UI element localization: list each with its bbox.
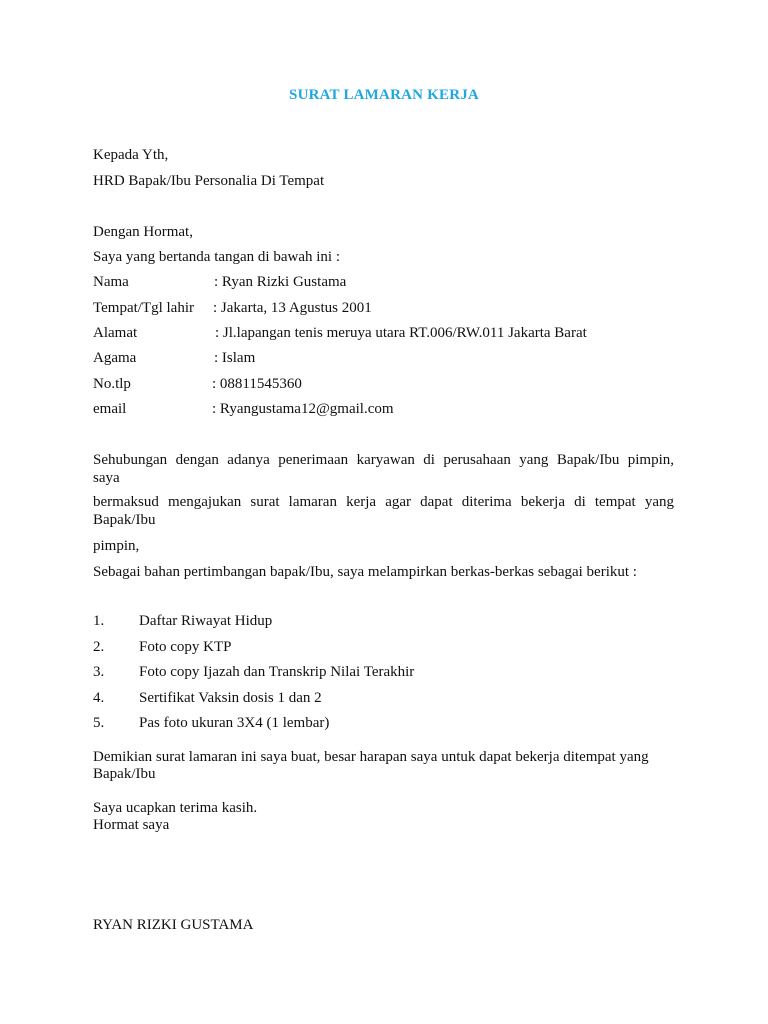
body-paragraph-1-line-2: saya (93, 470, 120, 486)
attachment-number: 3. (93, 664, 105, 680)
info-label: Agama (93, 350, 137, 366)
body-paragraph-2-line-2: Bapak/Ibu (93, 512, 156, 528)
info-label: Alamat (93, 325, 138, 341)
info-value: : Jl.lapangan tenis meruya utara RT.006/RW.011 Jakarta Barat (215, 325, 587, 341)
info-label: email (93, 401, 127, 417)
attachment-number: 4. (93, 690, 105, 706)
info-value: : Jakarta, 13 Agustus 2001 (213, 300, 372, 316)
info-value: : 08811545360 (212, 376, 302, 392)
info-row-phone (93, 375, 693, 393)
regards-text: Hormat saya (93, 817, 170, 833)
body-paragraph-4: Sebagai bahan pertimbangan bapak/Ibu, saya melampirkan berkas-berkas sebagai berikut : (93, 564, 637, 580)
info-row-email (93, 400, 693, 418)
attachment-text: Sertifikat Vaksin dosis 1 dan 2 (139, 690, 322, 706)
attachment-number: 5. (93, 715, 105, 731)
body-paragraph-2-line-1: bermaksud mengajukan surat lamaran kerja agar dapat diterima bekerja di tempat yang (93, 494, 674, 510)
recipient-line-2: HRD Bapak/Ibu Personalia Di Tempat (93, 173, 325, 189)
info-value: : Ryangustama12@gmail.com (212, 401, 394, 417)
info-row-religion (93, 349, 693, 367)
closing-line-2: Bapak/Ibu (93, 766, 156, 782)
info-value: : Islam (214, 350, 256, 366)
info-label: No.tlp (93, 376, 131, 392)
closing-line-1: Demikian surat lamaran ini saya buat, besar harapan saya untuk dapat bekerja ditempat yang (93, 749, 649, 765)
info-row-birth (93, 299, 693, 317)
greeting: Dengan Hormat, (93, 224, 193, 240)
info-row-nama (93, 273, 693, 291)
letter-title: SURAT LAMARAN KERJA (289, 87, 479, 103)
attachment-text: Foto copy Ijazah dan Transkrip Nilai Terakhir (139, 664, 415, 680)
body-paragraph-3: pimpin, (93, 538, 140, 554)
info-label: Nama (93, 274, 129, 290)
signature-name: RYAN RIZKI GUSTAMA (93, 917, 254, 933)
thanks-text: Saya ucapkan terima kasih. (93, 800, 258, 816)
info-label: Tempat/Tgl lahir (93, 300, 195, 316)
info-row-address (93, 324, 693, 342)
attachment-number: 1. (93, 613, 105, 629)
attachment-text: Pas foto ukuran 3X4 (1 lembar) (139, 715, 330, 731)
body-paragraph-1-line-1: Sehubungan dengan adanya penerimaan karyawan di perusahaan yang Bapak/Ibu pimpin, (93, 452, 674, 468)
attachment-text: Daftar Riwayat Hidup (139, 613, 273, 629)
info-value: : Ryan Rizki Gustama (214, 274, 347, 290)
intro-text: Saya yang bertanda tangan di bawah ini : (93, 249, 341, 265)
attachment-text: Foto copy KTP (139, 639, 232, 655)
attachment-number: 2. (93, 639, 105, 655)
recipient-line-1: Kepada Yth, (93, 147, 169, 163)
